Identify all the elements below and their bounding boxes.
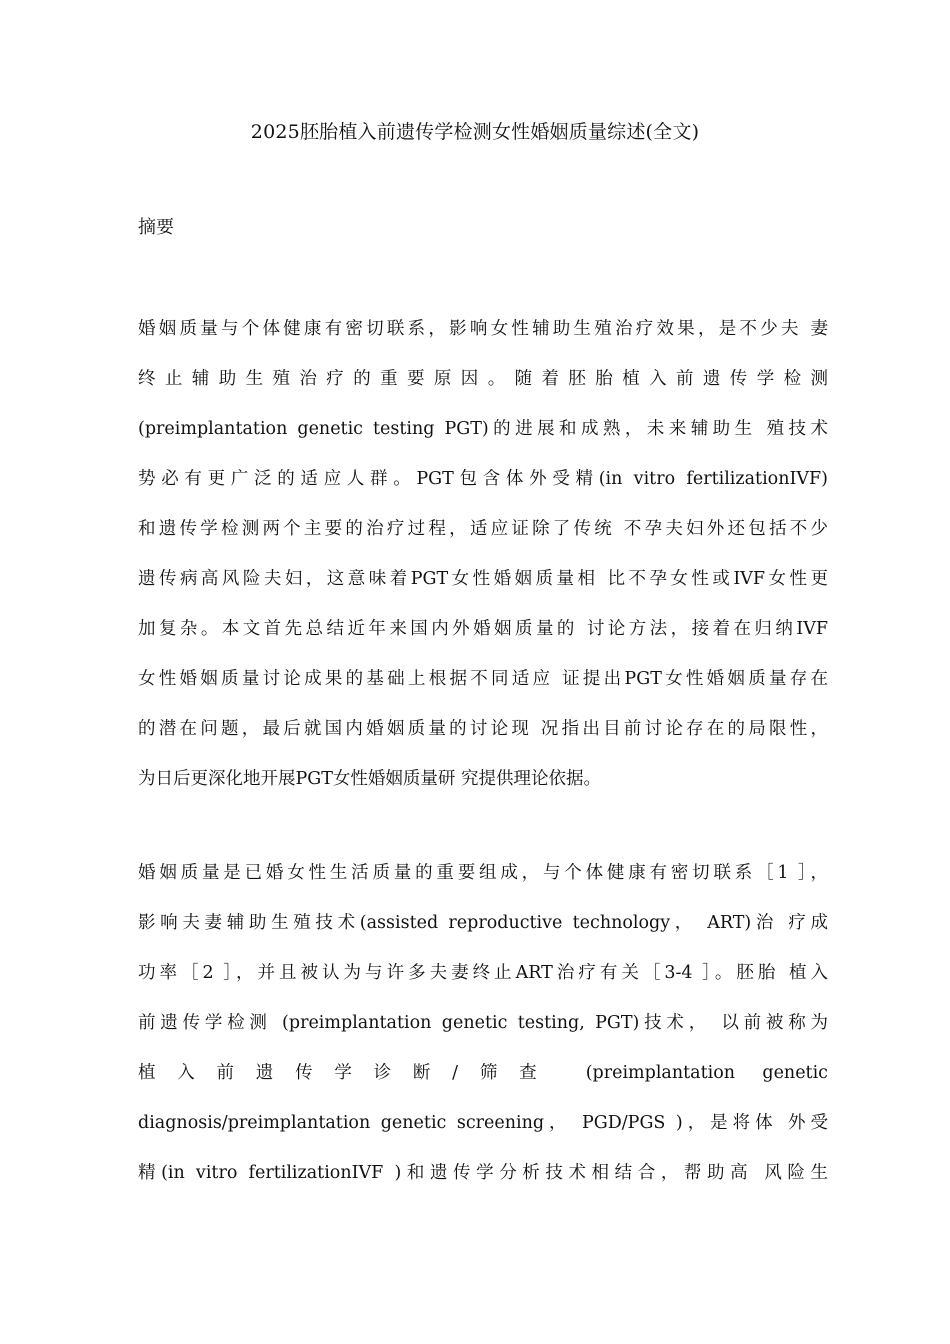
paragraph-line: 前遗传学检测 (preimplantation genetic testing, PGT)技术， 以前被称为	[138, 1013, 828, 1033]
paragraph-line: 为日后更深化地开展PGT女性婚姻质量研 究提供理论依据。	[138, 769, 601, 789]
abstract-heading: 摘要	[138, 217, 174, 238]
paragraph-line: 植入前遗传学诊断/筛查 (preimplantation genetic	[138, 1063, 828, 1083]
paragraph-line: 功率［2 ］，并且被认为与许多夫妻终止ART治疗有关［3-4 ］。胚胎 植入	[138, 963, 828, 983]
paragraph-line: 终止辅助生殖治疗的重要原因。随着胚胎植入前遗传学检测	[138, 369, 828, 389]
paragraph-line: 婚姻质量与个体健康有密切联系，影响女性辅助生殖治疗效果，是不少夫 妻	[138, 319, 828, 339]
paragraph-line: 势必有更广泛的适应人群。PGT包含体外受精(in vitro fertilizationIVF)	[138, 469, 828, 489]
paragraph-line: 婚姻质量是已婚女性生活质量的重要组成，与个体健康有密切联系［1 ］，	[138, 863, 828, 883]
paragraph-line: 影响夫妻辅助生殖技术(assisted reproductive technology， ART)治 疗成	[138, 913, 828, 933]
abstract-paragraph	[138, 316, 828, 816]
paragraph-line: 遗传病高风险夫妇，这意味着PGT女性婚姻质量相 比不孕女性或IVF女性更	[138, 569, 828, 589]
paragraph-line: (preimplantation genetic testing PGT)的进展和成熟，未来辅助生 殖技术	[138, 419, 828, 439]
paragraph-line: 女性婚姻质量讨论成果的基础上根据不同适应 证提出PGT女性婚姻质量存在	[138, 669, 828, 689]
paragraph-line: diagnosis/preimplantation genetic screening， PGD/PGS )，是将体 外受	[138, 1113, 828, 1133]
paragraph-line: 和遗传学检测两个主要的治疗过程，适应证除了传统 不孕夫妇外还包括不少	[138, 519, 828, 539]
paragraph-line: 的潜在问题，最后就国内婚姻质量的讨论现 况指出目前讨论存在的局限性，	[138, 719, 828, 739]
body-paragraph	[138, 860, 828, 1210]
paragraph-line: 精(in vitro fertilizationIVF )和遗传学分析技术相结合，帮助高 风险生	[138, 1163, 828, 1183]
paragraph-line: 加复杂。本文首先总结近年来国内外婚姻质量的 讨论方法，接着在归纳IVF	[138, 619, 828, 639]
document-title: 2025胚胎植入前遗传学检测女性婚姻质量综述(全文)	[250, 121, 700, 143]
